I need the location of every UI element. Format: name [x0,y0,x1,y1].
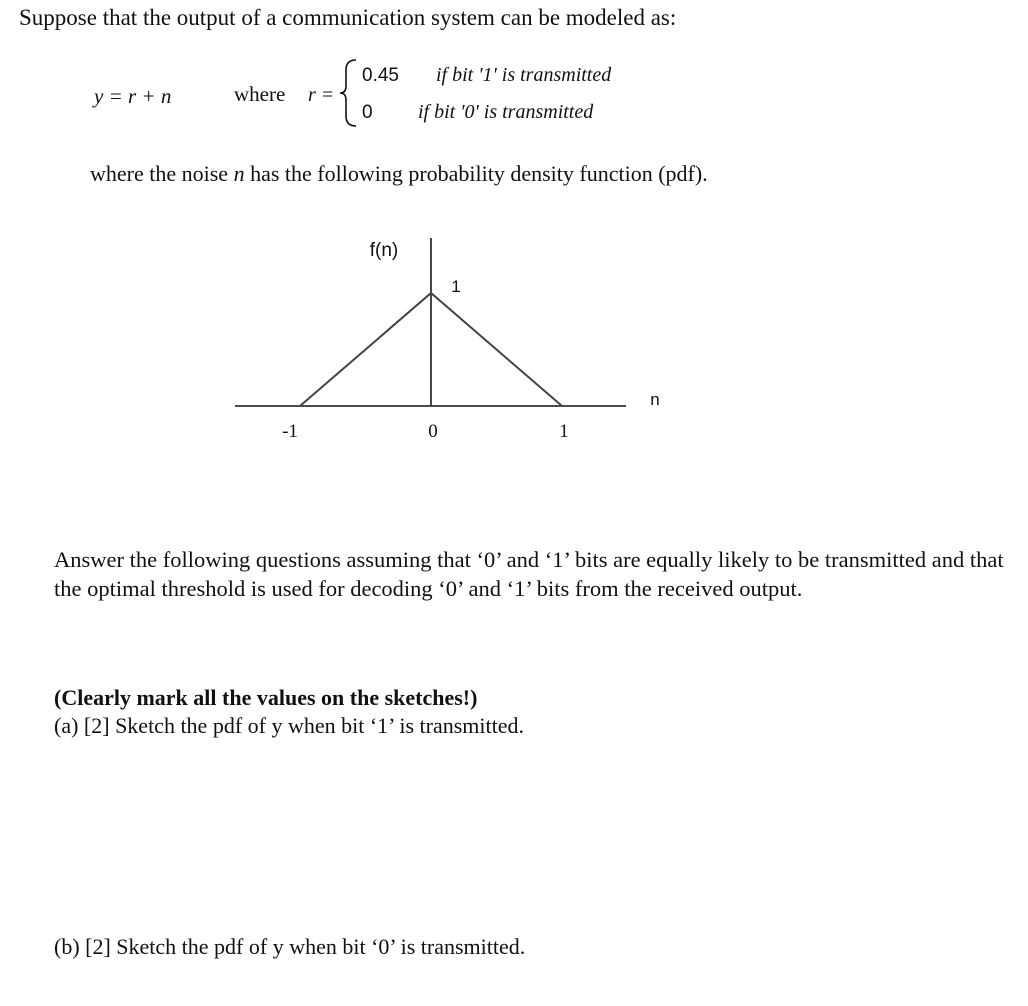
answer-instructions: Answer the following questions assuming that ‘0’ and ‘1’ bits are equally likely to be transmitted and that the optimal threshold is used for decoding ‘0’ and ‘1’ bits from the received output. [54,547,1004,601]
question-b: (b) [2] Sketch the pdf of y when bit ‘0’ is transmitted. [54,934,526,959]
x-tick-label-1: 1 [559,421,569,442]
equation-lhs: y = r + n [94,84,172,108]
equation-r-variable: r = [308,84,335,106]
intro-text: Suppose that the output of a communication system can be modeled as: [19,5,677,30]
peak-label: 1 [451,277,461,296]
question-a: (a) [2] Sketch the pdf of y when bit ‘1’ is transmitted. [54,713,525,738]
sketch-note: (Clearly mark all the values on the sketches!) [54,685,478,710]
case1-value: 0.45 [362,65,399,86]
equation-where: where [234,82,286,106]
noise-sentence-after: has the following probability density function (pdf). [244,161,708,186]
x-axis-label: n [650,390,660,409]
x-tick-label-0: 0 [428,421,438,442]
plot-title: f(n) [369,240,399,261]
x-tick-label-neg1: -1 [282,421,298,442]
noise-sentence-before: where the noise [90,161,234,186]
case1-condition: if bit '1' is transmitted [436,64,612,86]
case2-value: 0 [362,102,373,123]
noise-variable: n [233,161,245,186]
case2-condition: if bit '0' is transmitted [418,101,594,123]
